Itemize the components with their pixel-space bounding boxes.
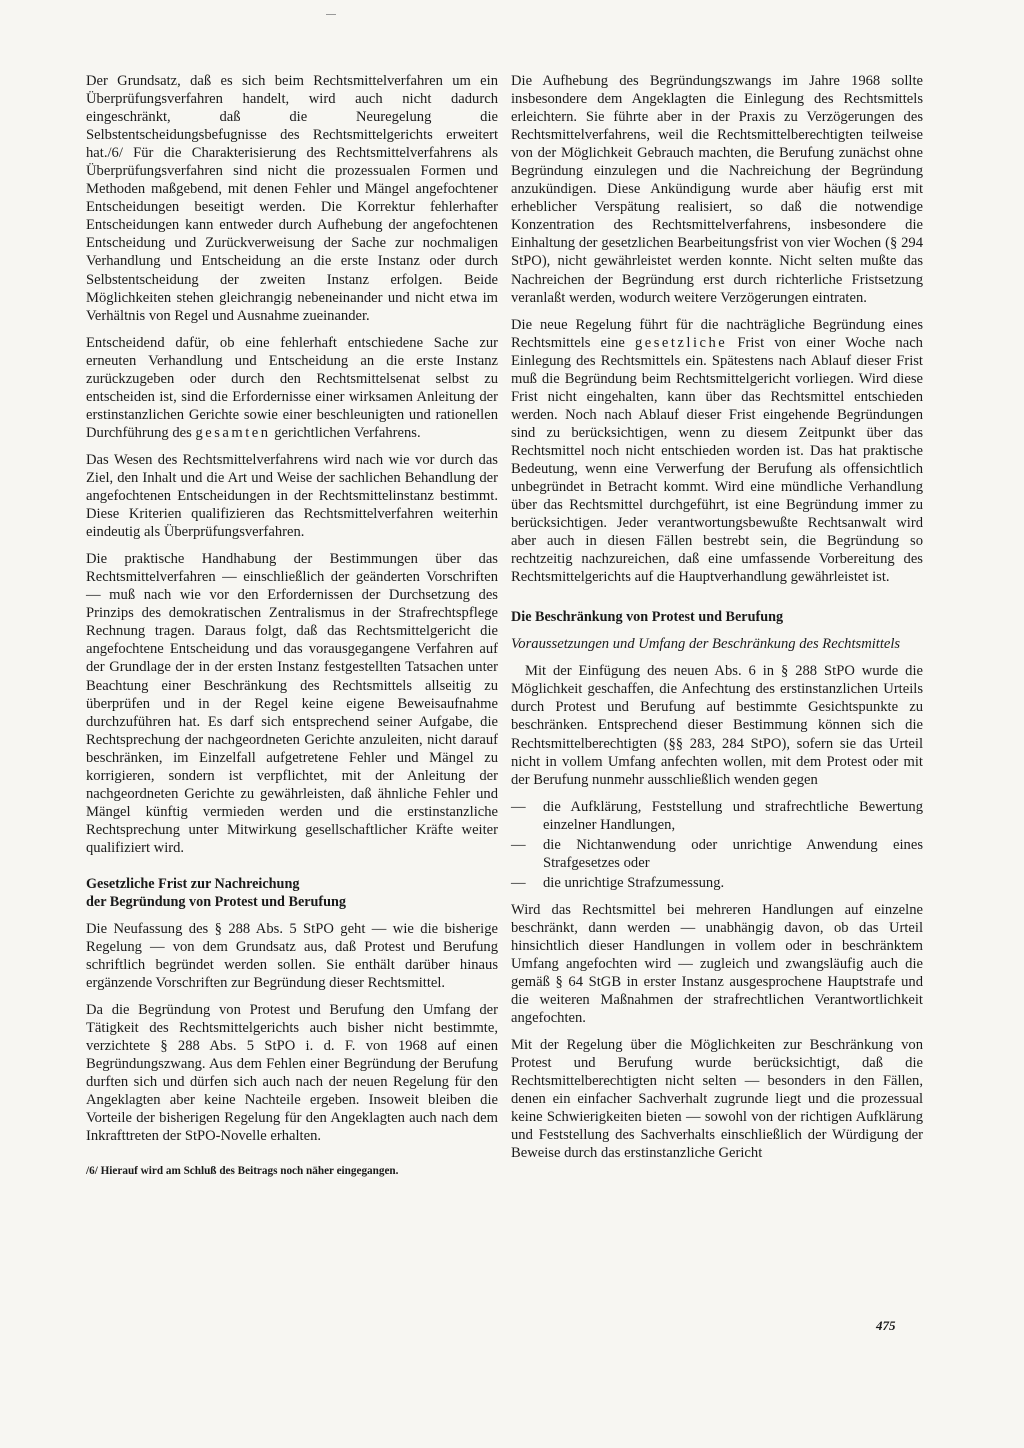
section-heading-line: Gesetzliche Frist zur Nachreichung [86, 875, 300, 892]
page-number: 475 [876, 1318, 896, 1333]
paragraph: Die Neufassung des § 288 Abs. 5 StPO geht — wie die bisherige Regelung — von dem Grundsatz aus, daß Protest und Berufung schriftlich begründet werden sollen. Sie enthält darüber hinaus ergänzende Vorschriften zur Begründung dieser Rechtsmittel. [86, 920, 498, 992]
paragraph: Der Grundsatz, daß es sich beim Rechtsmittelverfahren um ein Überprüfungsverfahren handelt, wird auch nicht dadurch eingeschränkt, daß die Neuregelung die Selbstentscheidungsbefugnisse des Rechtsmittelgerichts erweitert hat./6/ Für die Charakterisierung des Rechtsmittelverfahrens als Überprüfungsverfahren sind nicht die prozessualen Formen und Methoden maßgebend, mit denen Fehler und Mängel angefochtener Entscheidungen beseitigt werden. Die Korrektur fehlerhafter Entscheidungen kann entweder durch Aufhebung der angefochtenen Entscheidung und Zurückverweisung der Sache zur nochmaligen Verhandlung und Entscheidung an die erste Instanz oder durch Selbstentscheidung der zweiten Instanz erfolgen. Beide Möglichkeiten stehen gleichrangig nebeneinander und nicht etwa im Verhältnis von Regel und Ausnahme zueinander. [86, 73, 498, 324]
paragraph: Die praktische Handhabung der Bestimmungen über das Rechtsmittelverfahren — einschließlich der geänderten Vorschriften — muß nach wie vor den Erfordernissen der Durchsetzung des Prinzips des demokratischen Zentralismus in der Strafrechtspflege Rechnung tragen. Daraus folgt, daß das Rechtsmittelgericht die angefochtene Entscheidung und das vorausgegangene Verfahren auf der Grundlage der in der ersten Instanz festgestellten Tatsachen unter Beachtung einer Beschränkung des Rechtsmittels allseitig zu überprüfen und in der Regel keine eigene Beweisaufnahme durchzuführen hat. Es darf sich entsprechend seiner Aufgabe, die Rechtsprechung der nachgeordneten Gerichte anzuleiten, nicht darauf beschränken, im Einzelfall aufgetretene Fehler und Mängel zu korrigieren, sondern ist verpflichtet, mit der Anleitung der nachgeordneten Gerichte zu gewährleisten, daß ähnliche Fehler und Mängel künftig vermieden werden und die erstinstanzliche Rechtsprechung unter Mitwirkung gesellschaftlicher Kräfte weiter qualifiziert wird. [86, 551, 498, 856]
paragraph [511, 316, 923, 587]
paragraph: Da die Begründung von Protest und Berufung den Umfang der Tätigkeit des Rechtsmittelgerichts auch bisher nicht bestimmte, verzichtete § 288 Abs. 5 StPO i. d. F. von 1968 auf einen Begründungszwang. Aus dem Fehlen einer Begründung der Berufung durften sich und dürfen sich auch nach der neuen Regelung für den Angeklagten aber keine Nachteile ergeben. Insoweit bleiben die Vorteile der bisherigen Regelung für den Angeklagten auch nach dem Inkrafttreten der StPO-Novelle erhalten. [86, 1002, 498, 1145]
paragraph-text: Die neue Regelung führt für die nachträgliche Begründung eines Rechtsmittels eine [511, 316, 923, 351]
paragraph-text: gerichtlichen Verfahrens. [274, 424, 421, 441]
paragraph: Mit der Regelung über die Möglichkeiten zur Beschränkung von Protest und Berufung wurde berücksichtigt, daß die Rechtsmittelberechtigten nicht selten — besonders in den Fällen, denen ein einfacher Sachverhalt zugrunde liegt und die prozessual keine Schwierigkeiten bieten — sowohl von der richtigen Aufklärung und Feststellung des Sachverhalts einschließlich der Würdigung der Beweise durch das erstinstanzliche Gericht [511, 1037, 923, 1162]
paragraph: Mit der Einfügung des neuen Abs. 6 in § 288 StPO wurde die Möglichkeit geschaffen, die Anfechtung des erstinstanzlichen Urteils durch Protest und Berufung auf bestimmte Gesichtspunkte zu beschränken. Entsprechend dieser Bestimmung können sich die Rechtsmittelberechtigten (§§ 283, 284 StPO), sofern sie das Urteil nicht in vollem Umfang anfechten wollen, mit dem Protest oder mit der Berufung nunmehr ausschließlich wenden gegen [511, 663, 923, 788]
dash-bullet: — [511, 874, 526, 891]
list-item-text: die Aufklärung, Feststellung und strafrechtliche Bewertung einzelner Handlungen, [543, 798, 923, 833]
left-column [86, 72, 498, 1178]
list-item [511, 836, 923, 872]
paragraph: Die Aufhebung des Begründungszwangs im Jahre 1968 sollte insbesondere dem Angeklagten die Einlegung des Rechtsmittels erleichtern. Sie führte aber in der Praxis zu Verzögerungen des Rechtsmittelverfahrens, weil die Rechtsmittelberechtigten teilweise von der Möglichkeit Gebrauch machten, die Berufung zunächst ohne Begründung einzulegen und die Nachreichung der Begründung anzukündigen. Diese Ankündigung wurde aber häufig erst mit erheblicher Verspätung realisiert, so daß die notwendige Konzentration des Rechtsmittelverfahrens, insbesondere die Einhaltung der gesetzlichen Bearbeitungsfrist von vier Wochen (§ 294 StPO), nicht gewährleistet werden konnte. Nicht selten mußte das Nachreichen der Begründung erst durch richterliche Fristsetzung veranlaßt werden, wodurch weitere Verzögerungen eintraten. [511, 73, 923, 306]
section-heading [86, 875, 498, 911]
right-column [511, 72, 923, 1172]
paragraph: Das Wesen des Rechtsmittelverfahrens wird nach wie vor durch das Ziel, den Inhalt und die Art und Weise der sachlichen Behandlung der angefochtenen Entscheidungen in der Rechtsmittelinstanz bestimmt. Diese Kriterien qualifizieren das Rechtsmittelverfahren weiterhin eindeutig als Überprüfungsverfahren. [86, 451, 498, 541]
subsection-heading: Voraussetzungen und Umfang der Beschränkung des Rechtsmittels [511, 636, 901, 653]
bullet-list [511, 798, 923, 892]
spaced-emphasis: gesetzliche [634, 334, 728, 351]
list-item-text: die Nichtanwendung oder unrichtige Anwendung eines Strafgesetzes oder [543, 836, 923, 871]
list-item [511, 798, 923, 834]
list-item-text: die unrichtige Strafzumessung. [543, 874, 725, 891]
footnote: /6/ Hierauf wird am Schluß des Beitrags noch näher eingegangen. [86, 1164, 399, 1177]
section-heading: Die Beschränkung von Protest und Berufung [511, 609, 784, 626]
spaced-emphasis: gesamten [195, 424, 271, 441]
paragraph [86, 334, 498, 442]
paragraph-text: Entscheidend dafür, ob eine fehlerhaft entschiedene Sache zur erneuten Verhandlung und Entscheidung an die erste Instanz zurückzugeben oder durch den Rechtsmittelsenat selbst zu entscheiden ist, sind die Erfordernisse einer wirksamen Anleitung der erstinstanzlichen Gerichte sowie einer beschleunigten und rationellen Durchführung des [86, 334, 498, 441]
dash-bullet: — [511, 798, 526, 815]
dash-bullet: — [511, 836, 526, 853]
section-heading-line: der Begründung von Protest und Berufung [86, 893, 347, 910]
list-item [511, 874, 923, 892]
scan-mark [326, 14, 336, 15]
paragraph: Wird das Rechtsmittel bei mehreren Handlungen auf einzelne beschränkt, dann werden — unabhängig davon, ob das Urteil hinsichtlich dieser Handlungen in vollem oder in beschränktem Umfang angefochten wird — zugleich und zwangsläufig auch die gemäß § 64 StGB in erster Instanz ausgesprochene Hauptstrafe und die weiteren Maßnahmen der strafrechtlichen Verantwortlichkeit angefochten. [511, 901, 923, 1027]
paragraph-text: Frist von einer Woche nach Einlegung des Rechtsmittels ein. Spätestens nach Ablauf dieser Frist muß die Begründung beim Rechtsmittelgericht vorliegen. Wird diese Frist nicht eingehalten, kann über das Rechtsmittel entschieden werden. Noch nach Ablauf dieser Frist eingehende Begründungen sind zu berücksichtigen, wenn zu diesem Zeitpunkt über das Rechtsmittel noch nicht entschieden worden ist. Das hat praktische Bedeutung, wenn eine Verwerfung der Berufung als offensichtlich unbegründet in Betracht kommt. Wird eine mündliche Verhandlung über das Rechtsmittel durchgeführt, ist eine Begründung immer zu berücksichtigen. Jeder verantwortungsbewußte Rechtsanwalt wird aber auch in diesen Fällen bestrebt sein, die Begründung so rechtzeitig nachzureichen, daß eine umfassende Vorbereitung des Rechtsmittelgerichts auf die Hauptverhandlung gewährleistet ist. [511, 334, 923, 586]
